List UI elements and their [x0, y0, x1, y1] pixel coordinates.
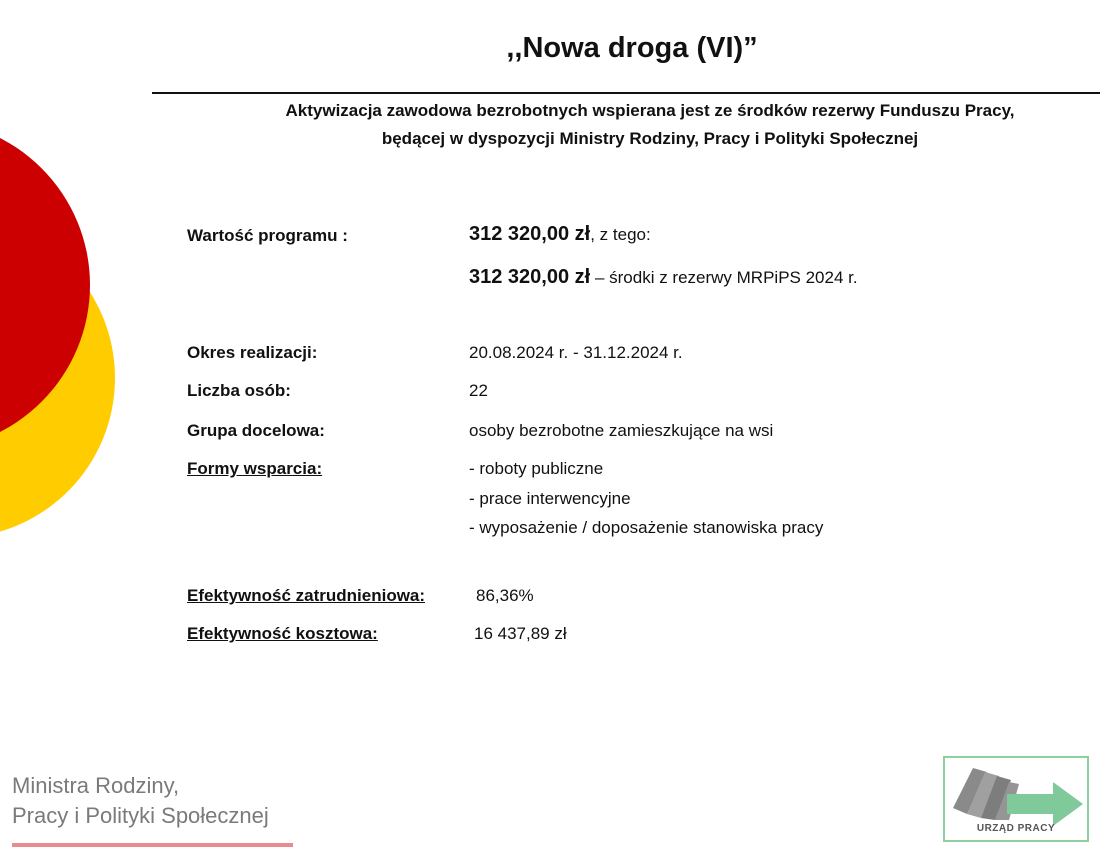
- subtitle-line-1: Aktywizacja zawodowa bezrobotnych wspierana jest ze środków rezerwy Funduszu Pracy,: [285, 101, 1015, 120]
- ministry-name-line-1: Ministra Rodziny,: [12, 773, 180, 798]
- target-group-label: Grupa docelowa:: [187, 421, 325, 440]
- decorative-circles: [0, 0, 130, 560]
- period-value: 20.08.2024 r. - 31.12.2024 r.: [469, 343, 683, 362]
- employment-effectiveness-value: 86,36%: [476, 586, 534, 605]
- people-value: 22: [469, 381, 488, 400]
- program-value: [469, 223, 651, 246]
- urzad-pracy-logo: [943, 756, 1089, 842]
- employment-effectiveness-label: Efektywność zatrudnieniowa:: [187, 586, 426, 605]
- program-value-suffix: , z tego:: [590, 225, 651, 244]
- program-reserve-amount: 312 320,00 zł: [469, 266, 591, 288]
- cost-effectiveness-label: Efektywność kosztowa:: [187, 624, 378, 643]
- program-value-label: Wartość programu :: [187, 226, 348, 245]
- program-reserve: [469, 266, 858, 289]
- urzad-pracy-logo-text: URZĄD PRACY: [976, 823, 1056, 834]
- people-label: Liczba osób:: [187, 381, 291, 400]
- target-group-value: osoby bezrobotne zamieszkujące na wsi: [469, 421, 774, 440]
- page-title: ,,Nowa droga (VI)”: [506, 32, 758, 64]
- support-forms-label: Formy wsparcia:: [187, 459, 323, 478]
- ministry-name-line-2: Pracy i Polityki Społecznej: [12, 803, 269, 828]
- cost-effectiveness-value: 16 437,89 zł: [474, 624, 567, 643]
- program-reserve-suffix: – środki z rezerwy MRPiPS 2024 r.: [590, 268, 858, 287]
- program-value-amount: 312 320,00 zł: [469, 223, 591, 245]
- support-form-item: - roboty publiczne: [469, 459, 604, 478]
- ministry-underline: [12, 843, 293, 847]
- support-form-item: - prace interwencyjne: [469, 489, 631, 508]
- period-label: Okres realizacji:: [187, 343, 318, 362]
- support-form-item: - wyposażenie / doposażenie stanowiska pracy: [469, 518, 824, 537]
- subtitle-line-2: będącej w dyspozycji Ministry Rodziny, Pracy i Polityki Społecznej: [381, 129, 919, 148]
- title-divider: [152, 92, 1100, 94]
